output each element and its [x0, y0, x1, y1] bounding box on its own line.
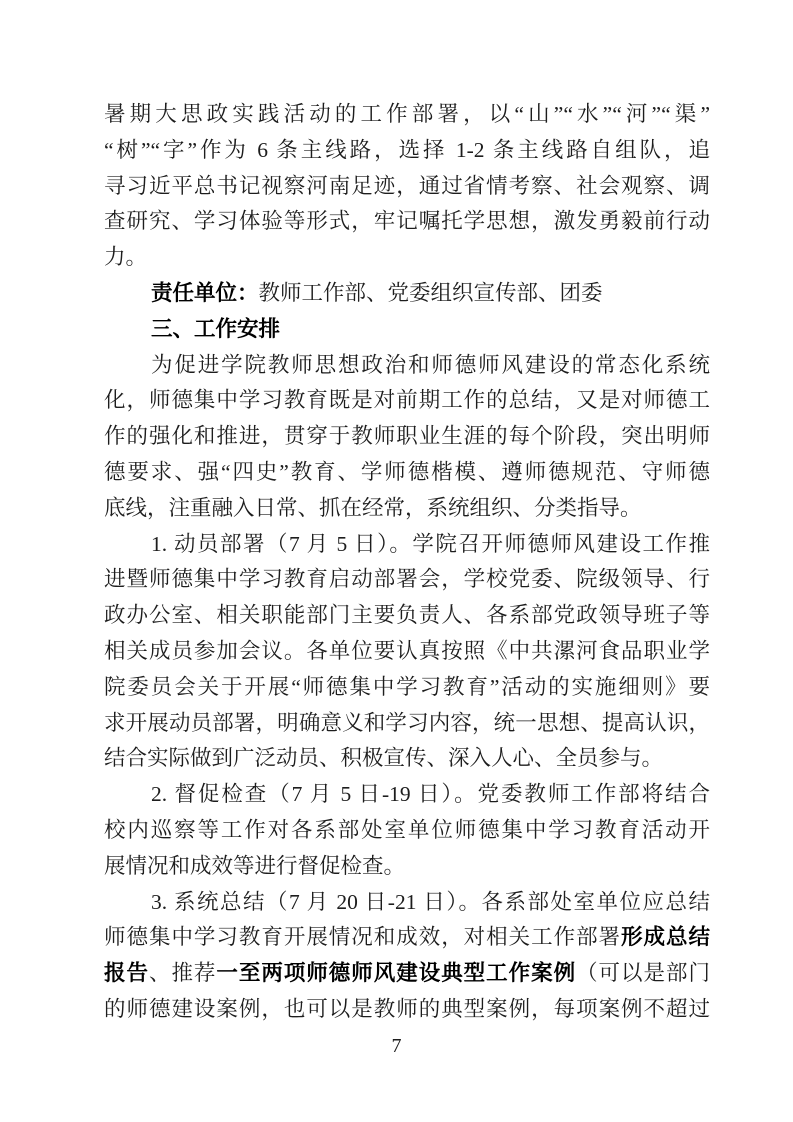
- line-text: 1. 动员部署（7 月 5 日）。学院召开师德师风建设工作推: [151, 531, 710, 556]
- text-line: [104, 670, 710, 706]
- text-line: [104, 312, 710, 348]
- line-text: 3. 系统总结（7 月 20 日-21 日）。各系部处室单位应总结: [151, 889, 710, 914]
- text-line: [104, 992, 710, 1028]
- responsible-unit-label: 责任单位：: [151, 280, 259, 305]
- line-text: 化，师德集中学习教育既是对前期工作的总结，又是对师德工: [104, 388, 710, 413]
- text-line: [104, 169, 710, 205]
- line-text: 德要求、强“四史”教育、学师德楷模、遵师德规范、守师德: [104, 459, 710, 484]
- text-line: [104, 455, 710, 491]
- emphasis-bold: 报告: [104, 961, 149, 986]
- section-heading-work-arrangement: [104, 312, 710, 348]
- line-text: 为促进学院教师思想政治和师德师风建设的常态化系统: [151, 352, 710, 377]
- line-text: （可以是部门: [576, 961, 710, 986]
- page-number: 7: [391, 1035, 402, 1057]
- text-line: [104, 240, 710, 276]
- text-line: [104, 956, 710, 992]
- text-line: [104, 383, 710, 419]
- line-text: 校内巡察等工作对各系部处室单位师德集中学习教育活动开: [104, 817, 710, 842]
- text-line: [104, 634, 710, 670]
- text-line: [104, 849, 710, 885]
- list-item-2-supervision: [104, 777, 710, 884]
- text-line: [104, 741, 710, 777]
- text-line: [104, 777, 710, 813]
- paragraph-responsible-unit: [104, 276, 710, 312]
- text-line: [104, 598, 710, 634]
- line-text: 政办公室、相关职能部门主要负责人、各系部党政领导班子等: [104, 603, 710, 628]
- emphasis-bold: 一至两项师德师风建设典型工作案例: [216, 961, 577, 986]
- text-line: [104, 348, 710, 384]
- text-line: [104, 419, 710, 455]
- line-text: 查研究、学习体验等形式，牢记嘱托学思想，激发勇毅前行动: [104, 209, 710, 234]
- line-text: 进暨师德集中学习教育启动部署会，学校党委、院级领导、行: [104, 567, 710, 592]
- document-body: [104, 97, 710, 1028]
- paragraph-summer-practice: [104, 97, 710, 276]
- line-text: 、推荐: [148, 961, 217, 986]
- text-line: [104, 276, 710, 312]
- line-text: 结合实际做到广泛动员、积极宣传、深入人心、全员参与。: [104, 746, 664, 771]
- text-line: [104, 813, 710, 849]
- line-text: 力。: [104, 245, 148, 270]
- line-text: 展情况和成效等进行督促检查。: [104, 853, 406, 878]
- line-text: “树”“字”作为 6 条主线路，选择 1-2 条主线路自组队，追: [104, 137, 710, 162]
- line-text: 作的强化和推进，贯穿于教师职业生涯的每个阶段，突出明师: [104, 424, 710, 449]
- text-line: [104, 133, 710, 169]
- line-text: 2. 督促检查（7 月 5 日-19 日）。党委教师工作部将结合: [151, 782, 710, 807]
- line-text: 相关成员参加会议。各单位要认真按照《中共漯河食品职业学: [104, 638, 710, 663]
- text-line: [104, 97, 710, 133]
- line-text: 底线，注重融入日常、抓在经常，系统组织、分类指导。: [104, 495, 642, 520]
- list-item-1-mobilization: [104, 527, 710, 778]
- text-line: [104, 527, 710, 563]
- line-text: 的师德建设案例，也可以是教师的典型案例，每项案例不超过: [104, 996, 710, 1021]
- list-item-3-summary: [104, 885, 710, 1028]
- responsible-unit-value: 教师工作部、党委组织宣传部、团委: [258, 280, 603, 305]
- text-line: [104, 204, 710, 240]
- text-line: [104, 706, 710, 742]
- line-text: 师德集中学习教育开展情况和成效，对相关工作部署: [104, 925, 622, 950]
- line-text: 求开展动员部署，明确意义和学习内容，统一思想、提高认识，: [104, 710, 710, 735]
- section-heading-text: 三、工作安排: [151, 316, 281, 341]
- text-line: [104, 885, 710, 921]
- text-line: [104, 491, 710, 527]
- line-text: 暑期大思政实践活动的工作部署，以“山”“水”“河”“渠”: [104, 102, 710, 126]
- line-text: 寻习近平总书记视察河南足迹，通过省情考察、社会观察、调: [104, 173, 710, 198]
- text-line: [104, 920, 710, 956]
- line-text: 院委员会关于开展“师德集中学习教育”活动的实施细则》要: [104, 674, 710, 699]
- emphasis-bold: 形成总结: [621, 925, 710, 950]
- paragraph-intro: [104, 348, 710, 527]
- text-line: [104, 562, 710, 598]
